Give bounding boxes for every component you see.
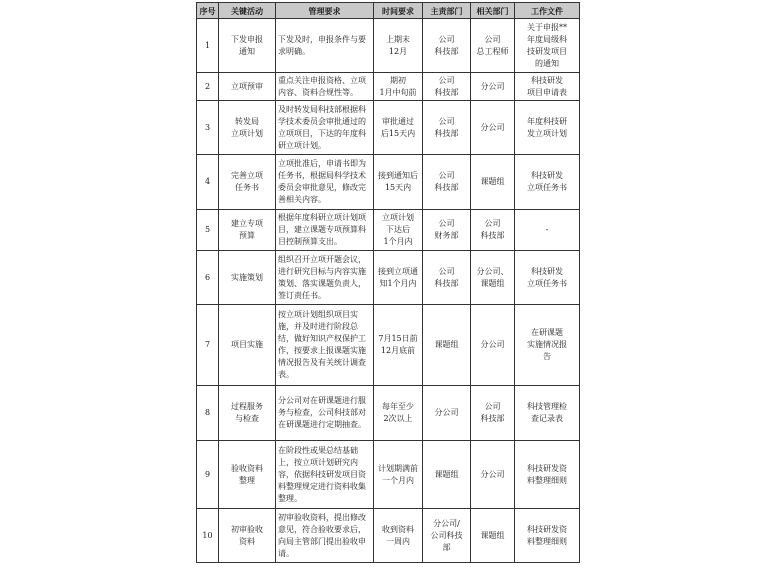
cell-no — [197, 305, 219, 386]
cell-docs — [515, 509, 580, 563]
cell-no-text: 2 — [204, 81, 211, 91]
cell-related-dept-text: 分公司 — [480, 81, 505, 91]
cell-activity — [219, 210, 276, 251]
cell-lead-dept — [423, 441, 471, 509]
cell-docs-text: 年度科技研 发立项计划 — [527, 116, 567, 138]
cell-requirement-text: 根据年度科研立项计划项目，建立课题专项预算科目控制预算支出。 — [278, 213, 366, 246]
cell-activity — [219, 509, 276, 563]
cell-docs-text: 在研课题 实施情况报 告 — [527, 328, 567, 361]
cell-activity — [219, 251, 276, 305]
cell-time — [374, 251, 423, 305]
table-row — [197, 210, 580, 251]
cell-lead-dept-text: 公司 科技部 — [434, 266, 459, 288]
cell-related-dept — [471, 386, 515, 441]
cell-lead-dept-text: 公司 科技部 — [434, 75, 459, 97]
cell-requirement-text: 初审验收资料，提出修改意见，符合验收要求后，向局主管部门提出验收申请。 — [278, 512, 366, 558]
table-row — [197, 509, 580, 563]
cell-time — [374, 73, 423, 101]
cell-docs-text: 科技管理检 查记录表 — [527, 402, 567, 423]
cell-related-dept — [471, 305, 515, 386]
cell-requirement-text: 及时转发局科技部根据科学技术委员会审批通过的立项项目，下达的年度科研立项计划。 — [278, 104, 366, 150]
table-row — [197, 155, 580, 210]
cell-time-text: 每年至少 2次以上 — [382, 402, 414, 423]
cell-related-dept-text: 分公司 — [480, 340, 505, 349]
table-row — [197, 101, 580, 155]
cell-no-text: 10 — [202, 530, 213, 540]
cell-time — [374, 386, 423, 441]
cell-lead-dept-text: 公司 科技部 — [434, 34, 459, 56]
cell-related-dept-text: 公司 科技部 — [480, 402, 505, 423]
cell-activity-text: 验收资料 整理 — [231, 463, 263, 485]
cell-lead-dept — [423, 509, 471, 563]
cell-related-dept-text: 课题组 — [480, 177, 505, 186]
cell-docs — [515, 305, 580, 386]
cell-activity-text: 立项预审 — [231, 81, 263, 91]
cell-related-dept — [471, 251, 515, 305]
cell-lead-dept-text: 公司 科技部 — [434, 116, 459, 138]
table-row — [197, 386, 580, 441]
table-row — [197, 19, 580, 73]
cell-no-text: 9 — [204, 469, 211, 479]
cell-lead-dept-text: 分公司 — [434, 408, 459, 417]
cell-docs — [515, 19, 580, 73]
cell-lead-dept-text: 课题组 — [434, 469, 459, 479]
cell-time-text: 期初 1月中旬前 — [379, 75, 417, 97]
cell-requirement — [276, 386, 374, 441]
management-table — [196, 2, 580, 563]
cell-docs-text: 关于申报** 年度局级科 技研发项目 的通知 — [527, 22, 567, 68]
cell-requirement — [276, 251, 374, 305]
cell-related-dept — [471, 441, 515, 509]
cell-requirement — [276, 441, 374, 509]
cell-time — [374, 101, 423, 155]
cell-related-dept — [471, 101, 515, 155]
cell-activity — [219, 73, 276, 101]
cell-requirement — [276, 155, 374, 210]
cell-time-text: 计划期满前 一个月内 — [378, 463, 418, 485]
cell-docs — [515, 73, 580, 101]
cell-related-dept-text: 公司 科技部 — [480, 219, 505, 240]
cell-no-text: 6 — [204, 272, 211, 282]
cell-no-text: 1 — [204, 40, 211, 50]
cell-lead-dept — [423, 101, 471, 155]
cell-activity — [219, 155, 276, 210]
cell-related-dept-text: 分公司、 课题组 — [476, 266, 509, 288]
cell-docs — [515, 210, 580, 251]
cell-no — [197, 210, 219, 251]
cell-related-dept — [471, 509, 515, 563]
cell-no-text: 7 — [204, 340, 211, 349]
cell-activity-text: 过程服务 与检查 — [231, 402, 263, 423]
cell-related-dept-text: 课题组 — [480, 530, 505, 540]
header-activity: 关键活动 — [219, 3, 276, 19]
cell-related-dept — [471, 19, 515, 73]
table-row — [197, 305, 580, 386]
cell-lead-dept — [423, 305, 471, 386]
cell-no — [197, 19, 219, 73]
cell-docs-text: 科技研发 立项任务书 — [527, 266, 567, 288]
cell-requirement-text: 按立项计划组织项目实施，并及时进行阶段总结，做好知识产权保护工作，按要求上报课题实施情况报告及有关统计调查表。 — [278, 310, 366, 379]
cell-no — [197, 73, 219, 101]
cell-requirement-text: 下发及时，申报条件与要求明确。 — [278, 34, 366, 56]
cell-activity-text: 建立专项 预算 — [231, 219, 263, 240]
cell-docs-text: 科技研发 项目申请表 — [527, 75, 567, 97]
cell-requirement — [276, 305, 374, 386]
cell-requirement-text: 立项批准后，申请书即为任务书，根据局科学技术委员会审批意见，修改完善相关内容。 — [278, 159, 366, 204]
cell-related-dept — [471, 210, 515, 251]
cell-time-text: 7月15日前 12月底前 — [378, 334, 418, 355]
cell-time-text: 接到通知后 15天内 — [378, 171, 418, 192]
cell-docs-text: 科技研发资 料整理细则 — [527, 524, 567, 546]
cell-time — [374, 509, 423, 563]
cell-docs-text: - — [545, 225, 549, 234]
document-page — [196, 2, 579, 563]
cell-no — [197, 101, 219, 155]
cell-time-text: 审批通过 后15天内 — [380, 116, 416, 138]
cell-activity — [219, 441, 276, 509]
cell-docs — [515, 155, 580, 210]
cell-activity-text: 完善立项 任务书 — [231, 171, 263, 192]
header-row — [197, 3, 580, 19]
cell-related-dept-text: 分公司 — [480, 469, 505, 479]
cell-lead-dept — [423, 19, 471, 73]
cell-activity-text: 转发局 立项计划 — [231, 116, 263, 138]
cell-docs-text: 科技研发资 料整理细则 — [527, 463, 567, 485]
cell-time — [374, 155, 423, 210]
cell-activity-text: 初审验收 资料 — [231, 524, 263, 546]
cell-lead-dept-text: 公司 科技部 — [434, 171, 459, 192]
cell-no-text: 4 — [204, 177, 211, 186]
cell-docs — [515, 101, 580, 155]
cell-activity-text: 下发申报 通知 — [231, 34, 263, 56]
cell-activity — [219, 101, 276, 155]
cell-activity — [219, 19, 276, 73]
cell-requirement-text: 组织召开立项开题会议，进行研究目标与内容实施策划、落实课题负责人，签订责任书。 — [278, 254, 366, 300]
cell-no-text: 5 — [204, 225, 211, 234]
cell-requirement-text: 分公司对在研课题进行服务与检查，公司科技部对在研课题进行定期抽查。 — [278, 396, 366, 429]
cell-lead-dept — [423, 386, 471, 441]
cell-no — [197, 386, 219, 441]
cell-no — [197, 441, 219, 509]
cell-requirement — [276, 73, 374, 101]
header-no: 序号 — [197, 3, 219, 19]
header-requirement: 管理要求 — [276, 3, 374, 19]
cell-no-text: 8 — [204, 408, 211, 417]
cell-related-dept — [471, 73, 515, 101]
header-lead-dept: 主责部门 — [423, 3, 471, 19]
cell-time — [374, 305, 423, 386]
cell-activity — [219, 386, 276, 441]
cell-lead-dept-text: 课题组 — [434, 340, 459, 349]
cell-activity-text: 实施策划 — [231, 272, 263, 282]
cell-docs — [515, 441, 580, 509]
cell-activity — [219, 305, 276, 386]
cell-time — [374, 441, 423, 509]
cell-lead-dept — [423, 251, 471, 305]
cell-activity-text: 项目实施 — [231, 340, 263, 349]
cell-requirement — [276, 210, 374, 251]
header-docs: 工作文件 — [515, 3, 580, 19]
cell-time-text: 立项计划 下达后 1个月内 — [382, 213, 414, 246]
cell-no — [197, 155, 219, 210]
cell-time-text: 收到资料 一周内 — [382, 524, 414, 546]
cell-no-text: 3 — [204, 122, 211, 132]
cell-time — [374, 210, 423, 251]
cell-docs — [515, 386, 580, 441]
cell-lead-dept-text: 公司 财务部 — [434, 219, 459, 240]
table-row — [197, 251, 580, 305]
cell-time — [374, 19, 423, 73]
cell-related-dept — [471, 155, 515, 210]
cell-requirement-text: 重点关注申报资格、立项内容、资料合规性等。 — [278, 75, 366, 97]
cell-no — [197, 251, 219, 305]
cell-lead-dept — [423, 73, 471, 101]
table-row — [197, 441, 580, 509]
cell-docs — [515, 251, 580, 305]
cell-lead-dept-text: 分公司/ 公司科技 部 — [430, 518, 463, 552]
cell-requirement — [276, 101, 374, 155]
cell-related-dept-text: 公司 总工程师 — [476, 34, 509, 56]
cell-time-text: 上期末 12月 — [386, 34, 410, 56]
cell-lead-dept — [423, 210, 471, 251]
cell-requirement — [276, 509, 374, 563]
cell-requirement — [276, 19, 374, 73]
table-row — [197, 73, 580, 101]
cell-docs-text: 科技研发 立项任务书 — [527, 171, 567, 192]
header-time: 时间要求 — [374, 3, 423, 19]
cell-no — [197, 509, 219, 563]
cell-lead-dept — [423, 155, 471, 210]
cell-time-text: 接到立项通 知1个月内 — [378, 266, 418, 288]
cell-related-dept-text: 分公司 — [480, 122, 505, 132]
cell-requirement-text: 在阶段性或果总结基础上，按立项计划研究内容，依据科技研发项目资料整理规定进行资料收集整理。 — [278, 445, 366, 503]
header-related-dept: 相关部门 — [471, 3, 515, 19]
